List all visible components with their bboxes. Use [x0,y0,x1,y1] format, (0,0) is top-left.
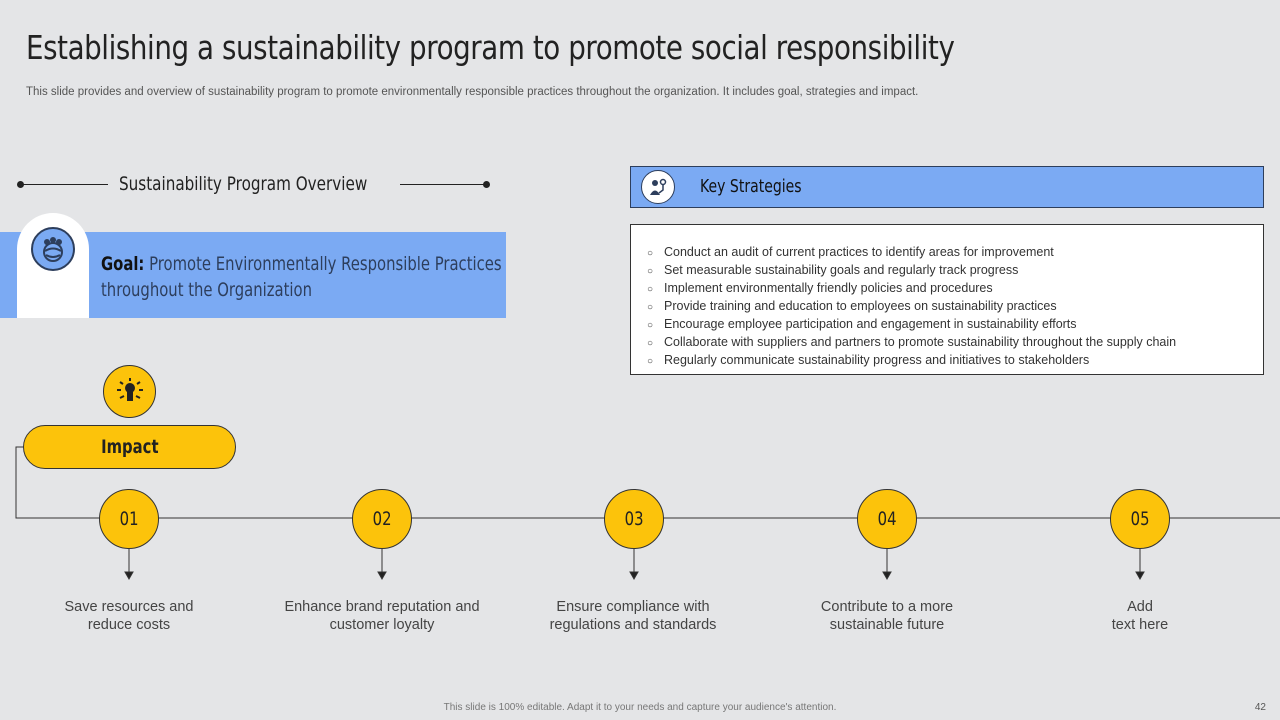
caption-line: Ensure compliance with [556,599,710,615]
overview-title: Sustainability Program Overview [119,173,368,195]
step-number: 04 [877,508,897,530]
impact-step-caption [24,598,234,634]
strategy-item: ○ Collaborate with suppliers and partners to promote sustainability throughout the supply chain [647,334,1176,352]
arrow-head [883,572,891,579]
caption-line: text here [1111,617,1169,633]
caption-line: reduce costs [87,617,171,633]
slide-subtitle: This slide provides and overview of sustainability program to promote environmentally responsible practices throughout the organization. It includes goal, strategies and impact. [26,86,919,98]
caption-line: customer loyalty [329,617,435,633]
footer-note: This slide is 100% editable. Adapt it to your needs and capture your audience's attention. [443,702,837,713]
impact-step-caption [277,598,487,634]
impact-step-node [352,489,412,549]
step-number: 01 [119,508,139,530]
caption-line: Enhance brand reputation and [284,599,480,615]
strategy-item: ○ Encourage employee participation and engagement in sustainability efforts [647,316,1176,334]
impact-step-node [857,489,917,549]
arrow-head [125,572,133,579]
caption-line: regulations and standards [549,617,717,633]
page-number: 42 [1254,702,1266,713]
goal-text: Promote Environmentally Responsible Practices throughout the Organization [101,253,502,301]
strategy-item: ○ Set measurable sustainability goals and regularly track progress [647,262,1176,280]
impact-step-caption [782,598,992,634]
caption-line: Add [1127,599,1153,615]
step-number: 02 [372,508,392,530]
strategy-item: ○ Provide training and education to employees on sustainability practices [647,298,1176,316]
strategy-item: ○ Implement environmentally friendly policies and procedures [647,280,1176,298]
impact-step-node [99,489,159,549]
goal-label: Goal: [101,253,145,275]
idea-lightbulb-icon [103,365,156,418]
impact-label: Impact [100,436,159,458]
arrow-head [1136,572,1144,579]
impact-step-node [1110,489,1170,549]
caption-line: Save resources and [64,599,194,615]
arrow-head [378,572,386,579]
slide-title: Establishing a sustainability program to promote social responsibility [26,28,955,67]
impact-pill [23,425,236,469]
step-number: 03 [624,508,644,530]
impact-step-caption [528,598,738,634]
strategy-item: ○ Regularly communicate sustainability progress and initiatives to stakeholders [647,352,1176,370]
impact-step-caption [1035,598,1245,634]
step-number: 05 [1130,508,1150,530]
strategy-item: ○ Conduct an audit of current practices to identify areas for improvement [647,244,1176,262]
caption-line: sustainable future [829,617,945,633]
caption-line: Contribute to a more [820,599,954,615]
impact-step-node [604,489,664,549]
key-strategies-title: Key Strategies [700,176,802,197]
arrow-head [630,572,638,579]
